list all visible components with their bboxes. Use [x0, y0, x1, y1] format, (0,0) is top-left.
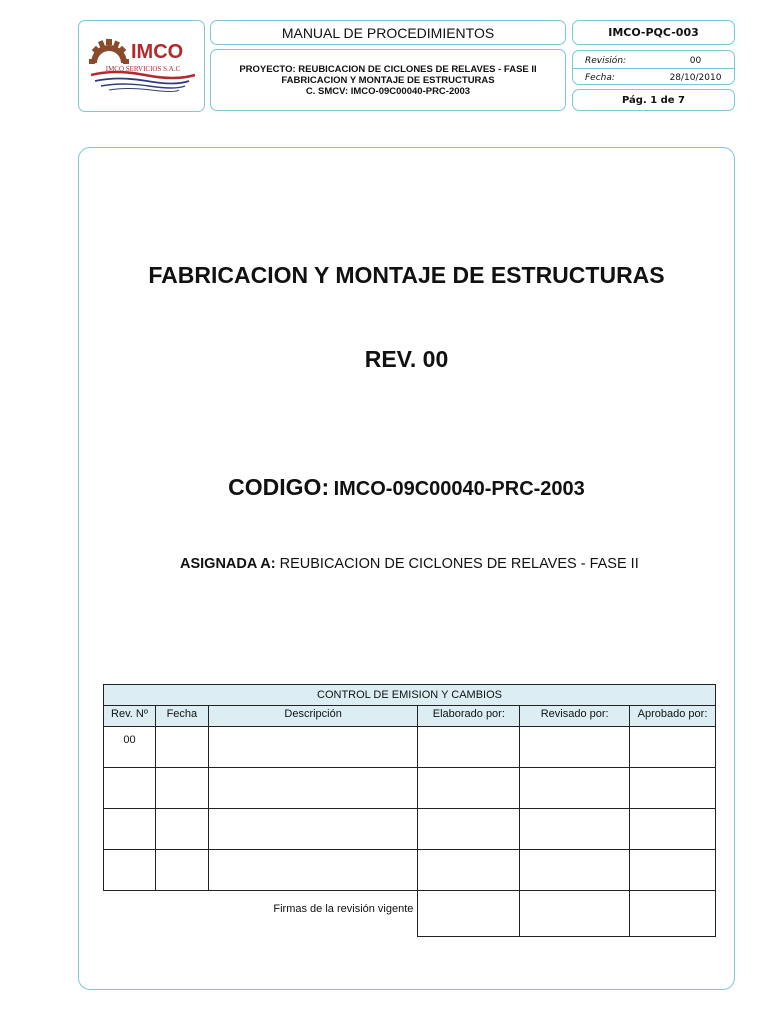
fecha-row	[585, 70, 726, 85]
document-code-box	[572, 20, 735, 45]
control-table	[103, 684, 716, 937]
signature-label: Firmas de la revisión vigente	[273, 903, 414, 915]
project-info-box	[210, 49, 566, 111]
table-cell	[520, 850, 630, 891]
table-row	[104, 850, 716, 891]
table-cell	[155, 850, 208, 891]
header-descripcion: Descripción	[208, 706, 418, 727]
signature-row	[104, 891, 716, 937]
table-cell	[630, 727, 716, 768]
table-cell	[418, 727, 520, 768]
document-code: IMCO-PQC-003	[608, 26, 699, 39]
table-cell	[520, 727, 630, 768]
codigo-value: IMCO-09C00040-PRC-2003	[333, 478, 585, 500]
table-cell	[520, 809, 630, 850]
table-cell	[208, 809, 418, 850]
codigo-line	[78, 474, 735, 501]
table-cell	[104, 850, 156, 891]
company-logo-box	[78, 20, 205, 112]
fecha-value: 28/10/2010	[669, 72, 722, 83]
table-row	[104, 768, 716, 809]
asignada-line	[180, 556, 639, 572]
page-number: Pág. 1 de 7	[621, 94, 686, 106]
header-elaborado: Elaborado por:	[418, 706, 520, 727]
document-title: FABRICACION Y MONTAJE DE ESTRUCTURAS	[148, 262, 665, 288]
table-cell: 00	[104, 727, 156, 768]
table-caption: CONTROL DE EMISION Y CAMBIOS	[104, 685, 716, 706]
manual-title-box	[210, 20, 566, 45]
revision-value: 00	[689, 55, 702, 66]
table-cell	[104, 768, 156, 809]
revision-row	[585, 53, 726, 68]
revision-date-box	[572, 50, 735, 85]
codigo-label: CODIGO:	[228, 474, 330, 500]
table-cell	[208, 727, 418, 768]
table-row	[104, 727, 716, 768]
table-row	[104, 809, 716, 850]
table-header-row	[104, 706, 716, 727]
header-fecha: Fecha	[155, 706, 208, 727]
signature-cell-elaborado	[418, 891, 520, 937]
header-aprobado: Aprobado por:	[630, 706, 716, 727]
table-cell	[155, 809, 208, 850]
table-cell	[418, 809, 520, 850]
table-cell	[208, 768, 418, 809]
fecha-label: Fecha:	[585, 72, 615, 83]
project-line: FABRICACION Y MONTAJE DE ESTRUCTURAS	[281, 74, 495, 86]
table-cell	[520, 768, 630, 809]
asignada-value: REUBICACION DE CICLONES DE RELAVES - FASE II	[279, 556, 639, 572]
asignada-label: ASIGNADA A:	[180, 556, 276, 572]
project-line: C. SMCV: IMCO-09C00040-PRC-2003	[305, 85, 471, 97]
signature-cell-aprobado	[630, 891, 716, 937]
table-cell	[630, 768, 716, 809]
signature-cell-revisado	[520, 891, 630, 937]
project-line: PROYECTO: REUBICACION DE CICLONES DE RELAVES - FASE II	[239, 63, 537, 75]
table-cell	[155, 727, 208, 768]
table-cell	[155, 768, 208, 809]
table-cell	[418, 850, 520, 891]
revision-heading: REV. 00	[364, 346, 449, 372]
revision-label: Revisión:	[585, 55, 627, 66]
divider	[573, 68, 734, 69]
table-cell	[418, 768, 520, 809]
header-revisado: Revisado por:	[520, 706, 630, 727]
logo-text: IMCO	[131, 41, 184, 63]
page-number-box	[572, 89, 735, 111]
header-rev-no: Rev. Nº	[104, 706, 156, 727]
logo-subtitle: IMCO SERVICIOS S.A.C	[105, 65, 181, 73]
table-cell	[208, 850, 418, 891]
manual-title: MANUAL DE PROCEDIMIENTOS	[281, 24, 495, 41]
table-cell	[104, 809, 156, 850]
table-cell	[630, 850, 716, 891]
table-cell	[630, 809, 716, 850]
